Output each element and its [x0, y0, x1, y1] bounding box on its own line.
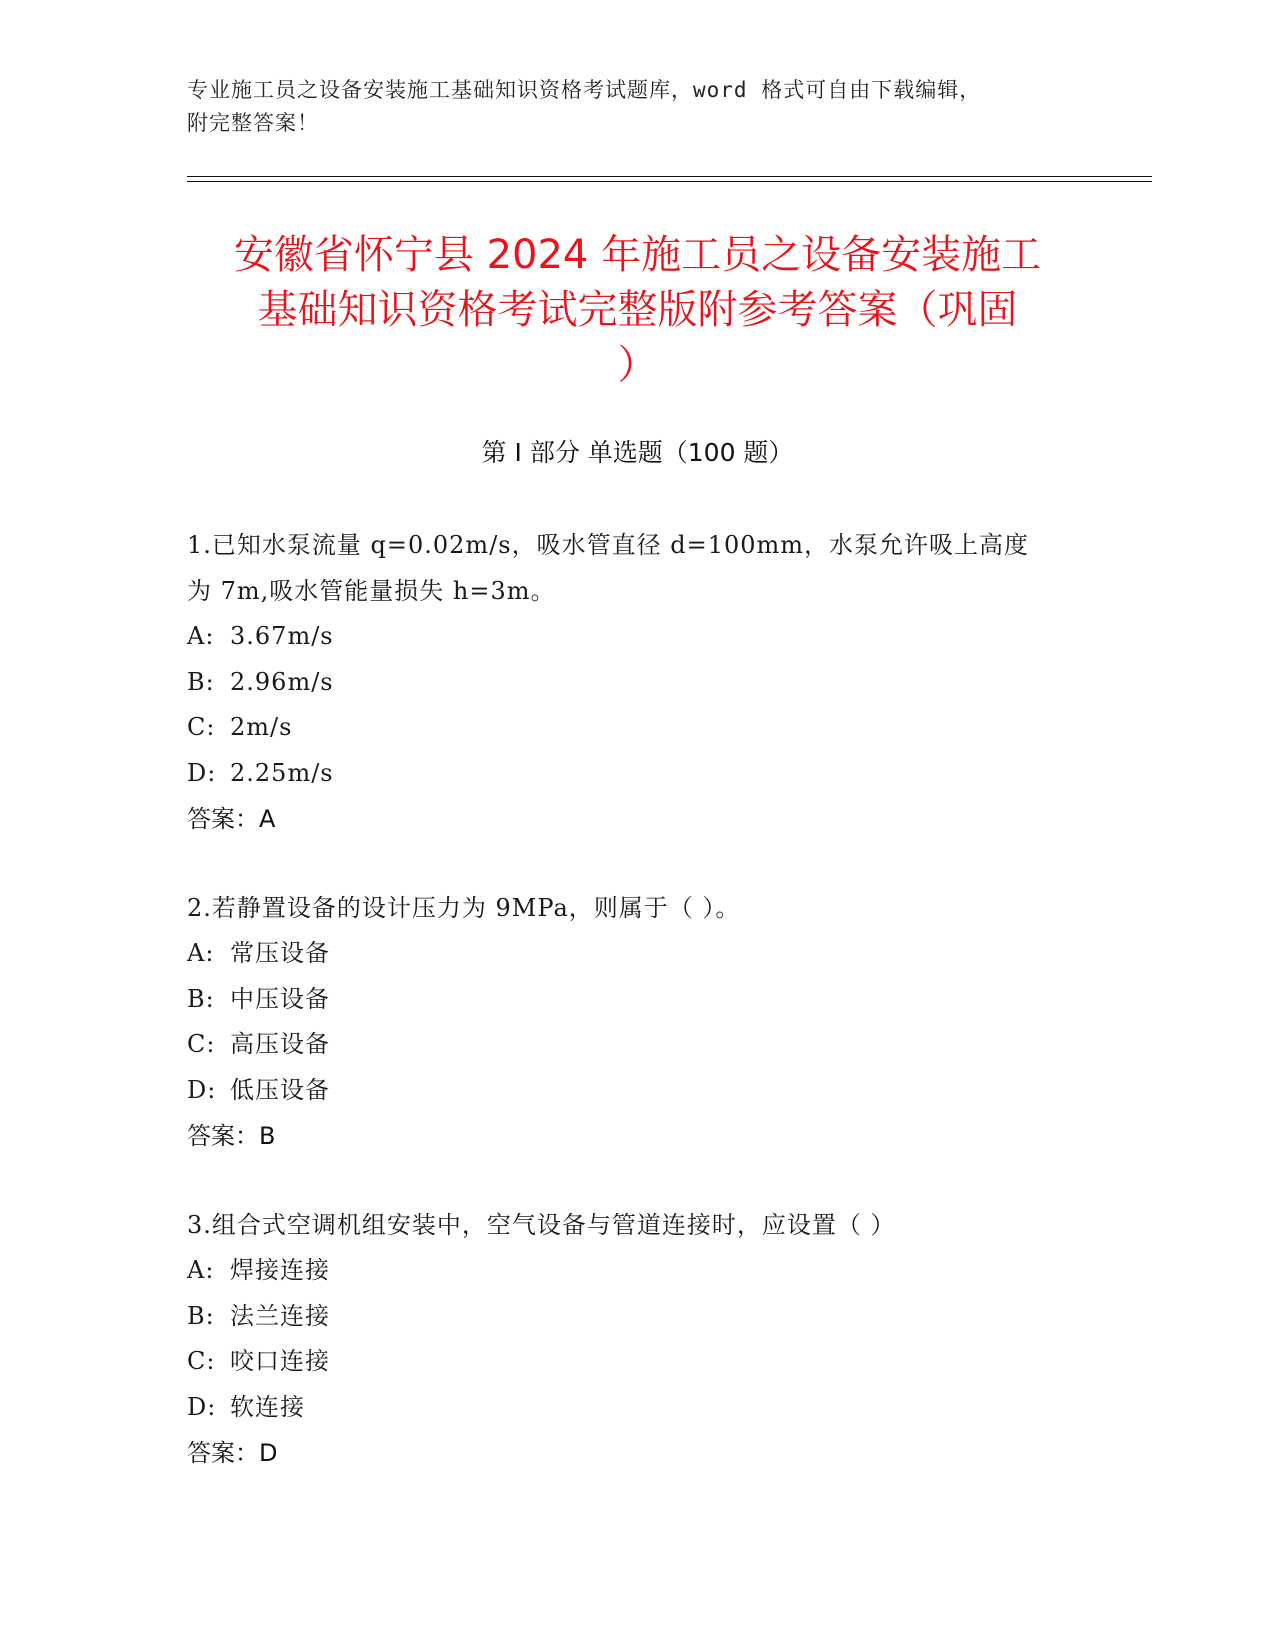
question-stem-line2: 为 7m,吸水管能量损失 h=3m。 [187, 577, 556, 605]
answer-line: 答案：B [187, 1122, 276, 1150]
option-c [187, 1339, 1087, 1385]
question-stem-line1: 1.已知水泵流量 q=0.02m/s，吸水管直径 d=100mm，水泵允许吸上高度 [187, 531, 1030, 559]
option-text: 常压设备 [230, 939, 330, 967]
document-title-line3: ） [617, 342, 658, 388]
document-title [160, 228, 1115, 393]
header-note [187, 74, 1087, 140]
option-key: D: [187, 1392, 217, 1421]
option-key: D: [187, 1075, 217, 1104]
question-stem-line1: 2.若静置设备的设计压力为 9MPa，则属于（ ）。 [187, 894, 741, 922]
header-note-line2: 附完整答案！ [187, 111, 319, 135]
option-key: A: [187, 939, 215, 967]
answer-line: 答案：A [187, 805, 276, 833]
option-a [187, 1248, 1087, 1294]
option-text: 咬口连接 [230, 1347, 330, 1375]
option-text: 焊接连接 [230, 1256, 330, 1284]
option-text: 高压设备 [230, 1030, 330, 1058]
question-1 [187, 522, 1087, 842]
question-2 [187, 885, 1087, 1159]
option-c [187, 1022, 1087, 1068]
section-title: 第 I 部分 单选题（100 题） [481, 438, 794, 467]
option-b [187, 660, 1087, 706]
option-text: 3.67m/s [230, 622, 334, 650]
option-key: A: [187, 622, 215, 650]
option-key: D: [187, 758, 217, 787]
option-a [187, 614, 1087, 660]
question-3 [187, 1202, 1087, 1476]
header-divider-bottom [187, 181, 1152, 182]
option-d [187, 1385, 1087, 1431]
question-stem [187, 522, 1087, 614]
option-key: A: [187, 1256, 215, 1284]
option-key: C: [187, 713, 216, 741]
option-a [187, 931, 1087, 977]
option-key: C: [187, 1030, 216, 1058]
option-b [187, 1294, 1087, 1340]
option-key: B: [187, 667, 215, 696]
option-text: 低压设备 [230, 1075, 330, 1104]
option-text: 2.25m/s [230, 758, 334, 787]
question-stem-line1: 3.组合式空调机组安装中，空气设备与管道连接时，应设置（ ） [187, 1211, 896, 1239]
header-divider-top [187, 176, 1152, 177]
option-key: B: [187, 984, 215, 1013]
option-text: 中压设备 [230, 984, 330, 1013]
option-text: 软连接 [230, 1392, 305, 1421]
option-key: C: [187, 1347, 216, 1375]
document-title-line1: 安徽省怀宁县 2024 年施工员之设备安装施工 [233, 232, 1042, 278]
option-d [187, 751, 1087, 797]
option-key: B: [187, 1301, 215, 1330]
question-stem [187, 1202, 1087, 1248]
question-stem [187, 885, 1087, 931]
option-text: 2.96m/s [230, 667, 334, 696]
option-text: 2m/s [230, 713, 293, 741]
option-c [187, 705, 1087, 751]
header-note-line1: 专业施工员之设备安装施工基础知识资格考试题库，word 格式可自由下载编辑， [187, 78, 982, 102]
document-title-line2: 基础知识资格考试完整版附参考答案（巩固 [257, 287, 1018, 333]
option-b [187, 977, 1087, 1023]
answer-line: 答案：D [187, 1439, 278, 1467]
option-d [187, 1068, 1087, 1114]
option-text: 法兰连接 [230, 1301, 330, 1330]
